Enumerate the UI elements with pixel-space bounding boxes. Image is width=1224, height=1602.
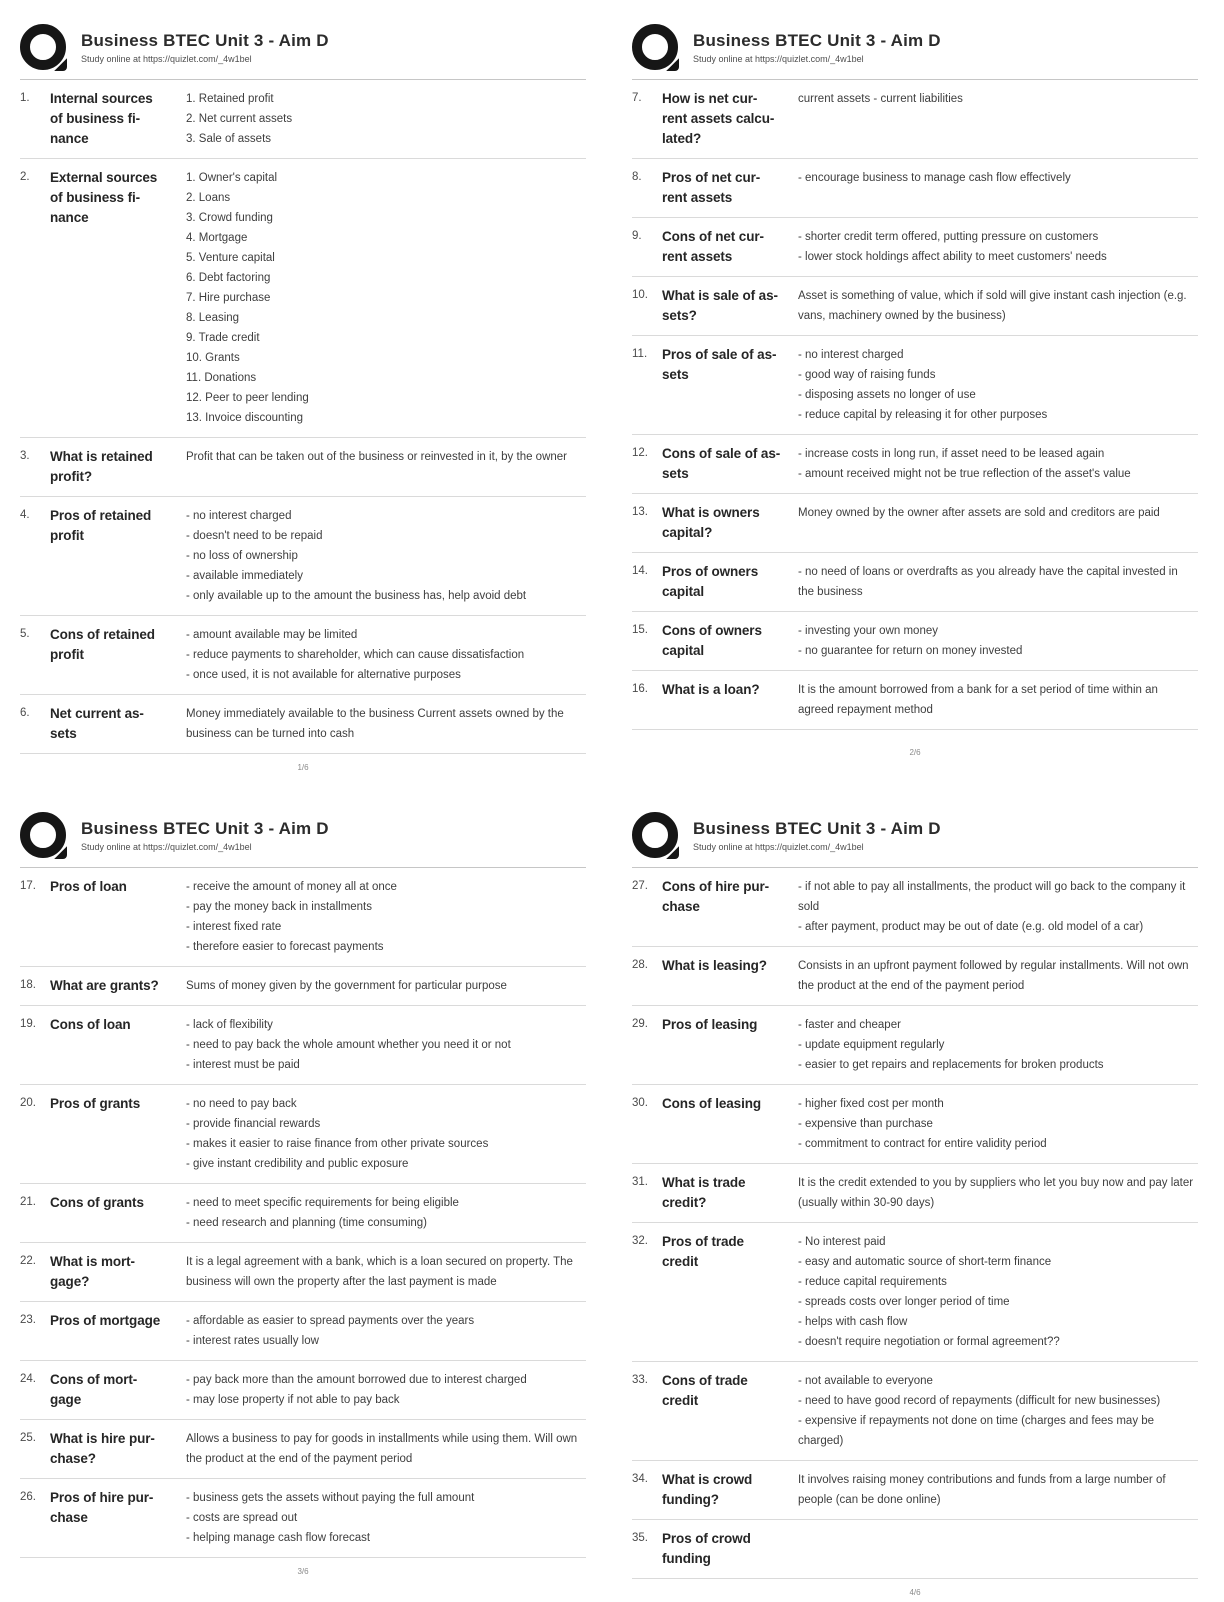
- study-online-url: Study online at https://quizlet.com/_4w1bel: [81, 53, 252, 64]
- card-number: 29.: [632, 1018, 648, 1030]
- card-definition: - need to meet specific requirements for being eligible - need research and planning (time consuming): [186, 1197, 459, 1229]
- flashcard-page-4: [612, 806, 1224, 1597]
- card-number: 24.: [20, 1373, 36, 1385]
- card-definition: - No interest paid - easy and automatic source of short-term finance - reduce capital requirements - spreads costs over longer period of time - helps with cash flow - doesn't require negotiation or formal agreement??: [798, 1236, 1060, 1348]
- card-term: What is owners capital?: [662, 505, 760, 540]
- card-definition: - pay back more than the amount borrowed due to interest charged - may lose property if not able to pay back: [186, 1374, 527, 1406]
- page-title: Business BTEC Unit 3 - Aim D: [693, 30, 941, 50]
- card-row: [632, 1164, 1198, 1223]
- card-term: Cons of loan: [50, 1017, 131, 1032]
- card-number: 1.: [20, 92, 30, 104]
- flashcard-page-1: [0, 18, 612, 772]
- card-row: [632, 947, 1198, 1006]
- card-term: Pros of trade credit: [662, 1234, 744, 1269]
- card-definition: - lack of flexibility - need to pay back the whole amount whether you need it or not - interest must be paid: [186, 1019, 511, 1071]
- card-term: What is crowd funding?: [662, 1472, 753, 1507]
- card-row: [632, 435, 1198, 494]
- card-row: [20, 1243, 586, 1302]
- card-number: 21.: [20, 1196, 36, 1208]
- card-term: Cons of owners capital: [662, 623, 762, 658]
- card-definition: - encourage business to manage cash flow effectively: [798, 172, 1071, 184]
- card-number: 34.: [632, 1473, 648, 1485]
- card-number: 33.: [632, 1374, 648, 1386]
- card-term: Cons of hire pur- chase: [662, 879, 770, 914]
- card-row: [632, 494, 1198, 553]
- study-online-url: Study online at https://quizlet.com/_4w1bel: [81, 841, 252, 852]
- card-definition: - investing your own money - no guarantee for return on money invested: [798, 625, 1023, 657]
- card-term: Cons of mort- gage: [50, 1372, 138, 1407]
- card-number: 9.: [632, 230, 642, 242]
- card-definition: It is the amount borrowed from a bank for a set period of time within an agreed repayment method: [798, 684, 1158, 716]
- card-row: [20, 1184, 586, 1243]
- card-number: 17.: [20, 880, 36, 892]
- card-number: 22.: [20, 1255, 36, 1267]
- card-term: What is trade credit?: [662, 1175, 746, 1210]
- card-number: 26.: [20, 1491, 36, 1503]
- card-number: 19.: [20, 1018, 36, 1030]
- page-title: Business BTEC Unit 3 - Aim D: [693, 818, 941, 838]
- card-list: [20, 868, 586, 1558]
- quizlet-logo-icon: [20, 812, 66, 858]
- card-definition: 1. Retained profit 2. Net current assets 3. Sale of assets: [186, 93, 293, 145]
- card-row: [632, 612, 1198, 671]
- card-number: 25.: [20, 1432, 36, 1444]
- card-term: Cons of net cur- rent assets: [662, 229, 764, 264]
- card-row: [632, 159, 1198, 218]
- card-number: 4.: [20, 509, 30, 521]
- card-row: [20, 868, 586, 967]
- page-header: [20, 806, 586, 868]
- card-definition: - not available to everyone - need to have good record of repayments (difficult for new businesses) - expensive if repayments not done on time (charges and fees may be charged): [798, 1375, 1161, 1447]
- card-definition: current assets - current liabilities: [798, 93, 963, 105]
- card-row: [632, 553, 1198, 612]
- page-number: 2/6: [909, 748, 921, 757]
- card-row: [20, 497, 586, 616]
- card-term: Pros of net cur- rent assets: [662, 170, 761, 205]
- card-number: 31.: [632, 1176, 648, 1188]
- card-definition: It is the credit extended to you by suppliers who let you buy now and pay later (usually within 30-90 days): [798, 1177, 1194, 1209]
- card-term: Pros of owners capital: [662, 564, 759, 599]
- card-row: [632, 1006, 1198, 1085]
- card-list: [20, 80, 586, 754]
- page-title: Business BTEC Unit 3 - Aim D: [81, 30, 329, 50]
- quizlet-logo-icon: [632, 812, 678, 858]
- card-definition: Profit that can be taken out of the business or reinvested in it, by the owner: [186, 451, 567, 463]
- card-definition: 1. Owner's capital 2. Loans 3. Crowd funding 4. Mortgage 5. Venture capital 6. Debt factoring 7. Hire purchase 8. Leasing 9. Trade credit 10. Grants 11. Donations 12. Peer to peer lending 13. Invoice discounting: [186, 172, 309, 424]
- card-row: [632, 671, 1198, 730]
- card-definition: - faster and cheaper - update equipment regularly - easier to get repairs and replacements for broken products: [798, 1019, 1104, 1071]
- card-number: 27.: [632, 880, 648, 892]
- card-number: 28.: [632, 959, 648, 971]
- card-definition: Sums of money given by the government for particular purpose: [186, 980, 507, 992]
- card-row: [632, 868, 1198, 947]
- card-row: [632, 336, 1198, 435]
- card-definition: - if not able to pay all installments, the product will go back to the company it sold - after payment, product may be out of date (e.g. old model of a car): [798, 881, 1186, 933]
- card-number: 14.: [632, 565, 648, 577]
- card-term: Pros of loan: [50, 879, 127, 894]
- card-definition: - increase costs in long run, if asset need to be leased again - amount received might not be true reflection of the asset's value: [798, 448, 1131, 480]
- card-term: Pros of crowd funding: [662, 1531, 751, 1566]
- card-number: 11.: [632, 348, 648, 360]
- card-number: 23.: [20, 1314, 36, 1326]
- card-row: [632, 277, 1198, 336]
- card-term: What is a loan?: [662, 682, 760, 697]
- card-definition: It involves raising money contributions and funds from a large number of people (can be done online): [798, 1474, 1166, 1506]
- card-definition: - business gets the assets without paying the full amount - costs are spread out - helping manage cash flow forecast: [186, 1492, 475, 1544]
- card-term: What is retained profit?: [50, 449, 153, 484]
- card-definition: - shorter credit term offered, putting pressure on customers - lower stock holdings affect ability to meet customers' needs: [798, 231, 1107, 263]
- card-row: [20, 159, 586, 438]
- card-term: Pros of leasing: [662, 1017, 758, 1032]
- card-number: 30.: [632, 1097, 648, 1109]
- card-term: Cons of retained profit: [50, 627, 155, 662]
- study-online-url: Study online at https://quizlet.com/_4w1bel: [693, 53, 864, 64]
- card-number: 18.: [20, 979, 36, 991]
- card-number: 10.: [632, 289, 648, 301]
- card-row: [20, 80, 586, 159]
- card-term: Cons of leasing: [662, 1096, 762, 1111]
- card-number: 35.: [632, 1532, 648, 1544]
- page-number: 1/6: [297, 763, 309, 772]
- card-row: [20, 616, 586, 695]
- card-row: [20, 967, 586, 1006]
- card-definition: - no need to pay back - provide financial rewards - makes it easier to raise finance from other private sources - give instant credibility and public exposure: [186, 1098, 489, 1170]
- card-row: [20, 1006, 586, 1085]
- quizlet-logo-icon: [20, 24, 66, 70]
- card-row: [20, 1361, 586, 1420]
- page-header: [632, 806, 1198, 868]
- card-row: [632, 1362, 1198, 1461]
- card-number: 5.: [20, 628, 30, 640]
- card-list: [632, 868, 1198, 1579]
- card-definition: Consists in an upfront payment followed by regular installments. Will not own the product at the end of the payment period: [798, 960, 1189, 992]
- card-term: Pros of hire pur- chase: [50, 1490, 154, 1525]
- page-header: [20, 18, 586, 80]
- flashcard-page-3: [0, 806, 612, 1576]
- page-number: 4/6: [909, 1588, 921, 1597]
- card-list: [632, 80, 1198, 730]
- card-term: Internal sources of business fi- nance: [50, 91, 153, 146]
- flashcard-page-2: [612, 18, 1224, 762]
- card-number: 6.: [20, 707, 30, 719]
- card-row: [632, 1085, 1198, 1164]
- card-row: [20, 438, 586, 497]
- card-row: [20, 1085, 586, 1184]
- card-term: Cons of grants: [50, 1195, 144, 1210]
- card-row: [632, 1461, 1198, 1520]
- card-term: What is leasing?: [662, 958, 767, 973]
- card-term: Cons of trade credit: [662, 1373, 748, 1408]
- card-row: [632, 1520, 1198, 1579]
- card-row: [20, 1420, 586, 1479]
- card-number: 7.: [632, 92, 642, 104]
- card-term: Pros of grants: [50, 1096, 141, 1111]
- card-number: 3.: [20, 450, 30, 462]
- card-term: How is net cur- rent assets calcu- lated?: [662, 91, 775, 146]
- card-term: Pros of retained profit: [50, 508, 152, 543]
- card-definition: - no interest charged - good way of raising funds - disposing assets no longer of use - reduce capital by releasing it for other purposes: [798, 349, 1048, 421]
- card-row: [632, 80, 1198, 159]
- card-row: [632, 1223, 1198, 1362]
- card-definition: It is a legal agreement with a bank, which is a loan secured on property. The business will own the property after the last payment is made: [186, 1256, 573, 1288]
- page-number: 3/6: [297, 1567, 309, 1576]
- card-term: Net current as- sets: [50, 706, 144, 741]
- quizlet-logo-icon: [632, 24, 678, 70]
- card-term: What is hire pur- chase?: [50, 1431, 155, 1466]
- card-number: 13.: [632, 506, 648, 518]
- card-number: 15.: [632, 624, 648, 636]
- card-number: 20.: [20, 1097, 36, 1109]
- card-definition: - no need of loans or overdrafts as you already have the capital invested in the business: [798, 566, 1178, 598]
- page-title: Business BTEC Unit 3 - Aim D: [81, 818, 329, 838]
- study-online-url: Study online at https://quizlet.com/_4w1bel: [693, 841, 864, 852]
- card-number: 2.: [20, 171, 30, 183]
- card-number: 12.: [632, 447, 648, 459]
- card-definition: Money immediately available to the business Current assets owned by the business can be turned into cash: [186, 708, 564, 740]
- card-term: What is mort- gage?: [50, 1254, 135, 1289]
- card-definition: Allows a business to pay for goods in installments while using them. Will own the product at the end of the payment period: [186, 1433, 578, 1465]
- card-definition: - receive the amount of money all at once - pay the money back in installments - interest fixed rate - therefore easier to forecast payments: [186, 881, 397, 953]
- card-row: [20, 1302, 586, 1361]
- card-definition: - no interest charged - doesn't need to be repaid - no loss of ownership - available immediately - only available up to the amount the business has, help avoid debt: [186, 510, 527, 602]
- card-definition: Asset is something of value, which if sold will give instant cash injection (e.g. vans, machinery owned by the business): [798, 290, 1187, 322]
- card-definition: - higher fixed cost per month - expensive than purchase - commitment to contract for entire validity period: [798, 1098, 1047, 1150]
- card-row: [632, 218, 1198, 277]
- card-term: What is sale of as- sets?: [662, 288, 778, 323]
- card-term: Pros of sale of as- sets: [662, 347, 777, 382]
- card-definition: Money owned by the owner after assets are sold and creditors are paid: [798, 507, 1160, 519]
- card-row: [20, 1479, 586, 1558]
- card-row: [20, 695, 586, 754]
- page-header: [632, 18, 1198, 80]
- card-definition: - amount available may be limited - reduce payments to shareholder, which can cause dissatisfaction - once used, it is not available for alternative purposes: [186, 629, 525, 681]
- card-number: 32.: [632, 1235, 648, 1247]
- card-number: 8.: [632, 171, 642, 183]
- card-number: 16.: [632, 683, 648, 695]
- card-definition: - affordable as easier to spread payments over the years - interest rates usually low: [186, 1315, 475, 1347]
- card-term: Cons of sale of as- sets: [662, 446, 781, 481]
- card-term: Pros of mortgage: [50, 1313, 161, 1328]
- card-term: External sources of business fi- nance: [50, 170, 158, 225]
- card-term: What are grants?: [50, 978, 159, 993]
